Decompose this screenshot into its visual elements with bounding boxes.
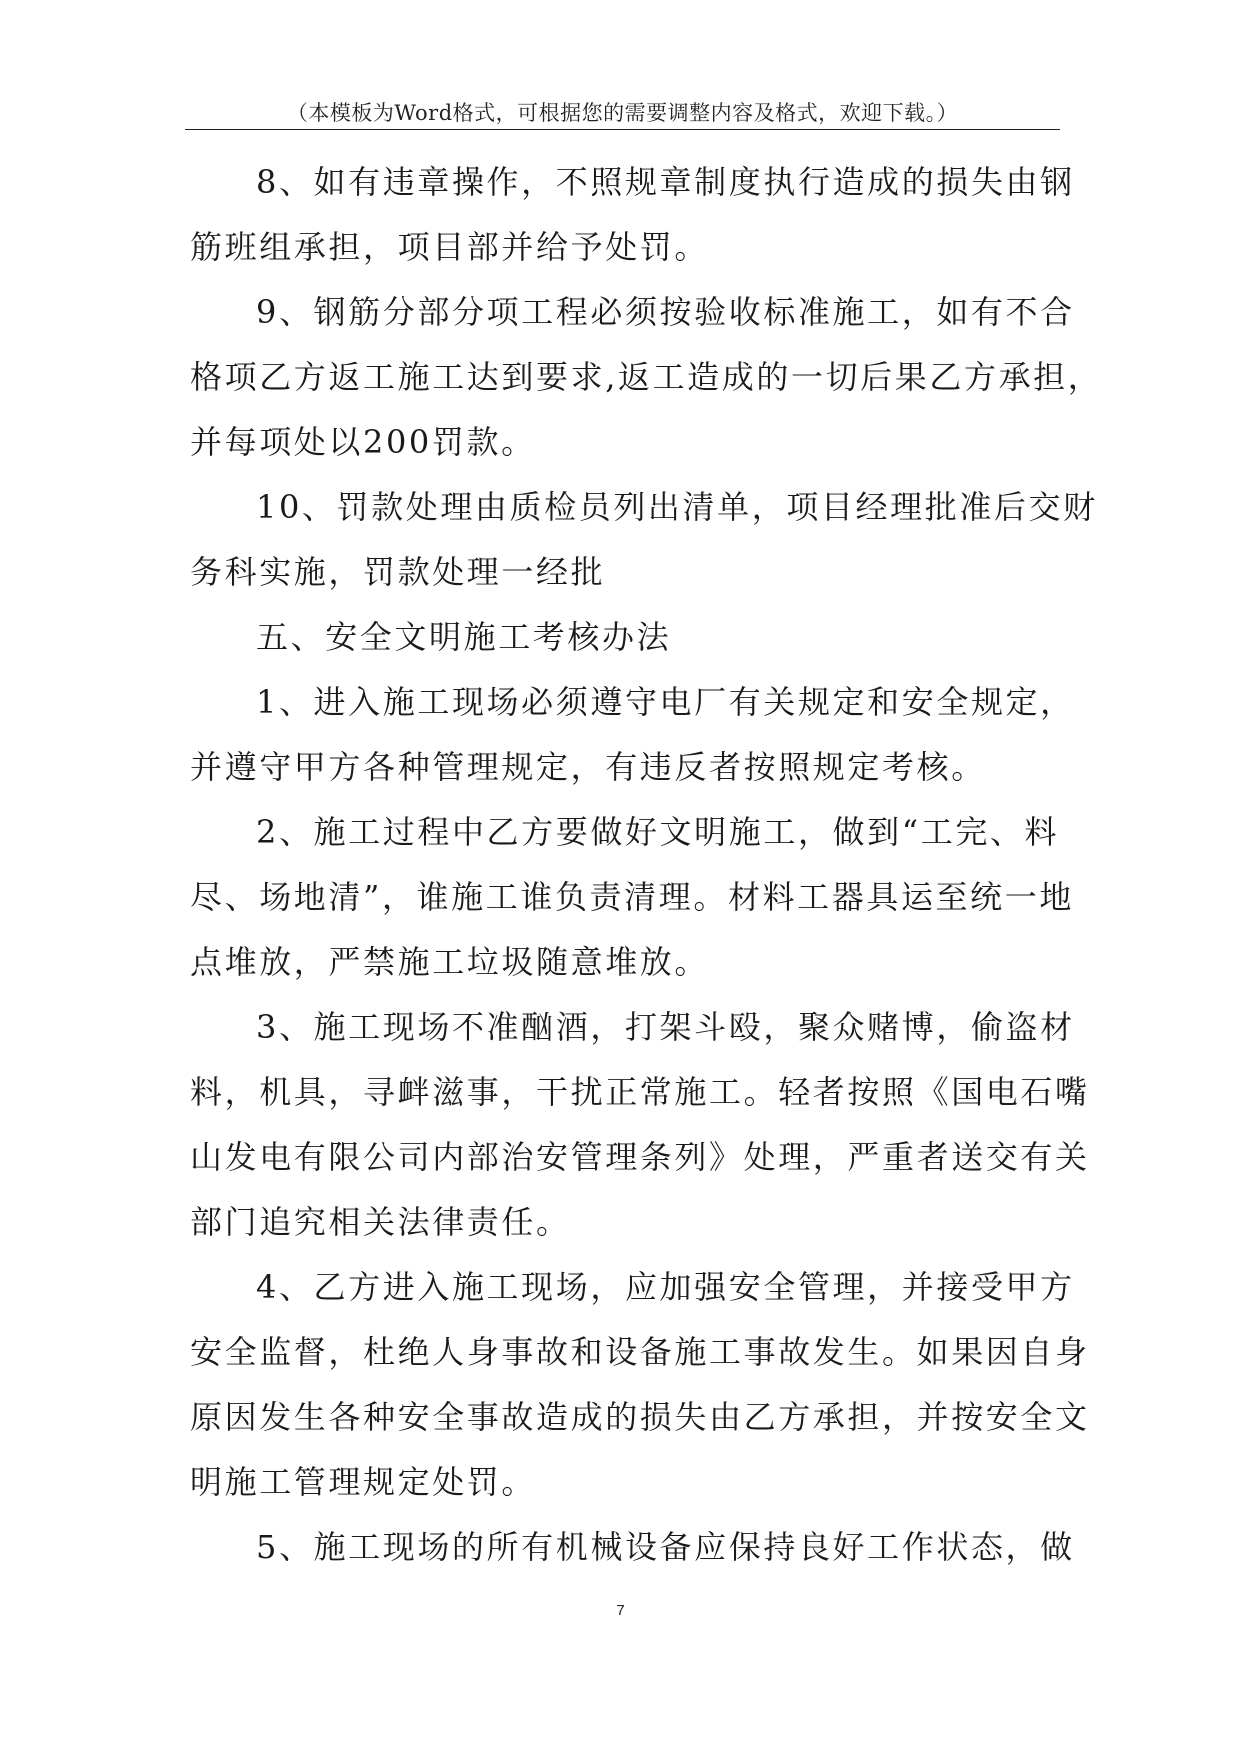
paragraph-line: 山发电有限公司内部治安管理条列》处理，严重者送交有关 [190,1138,1090,1176]
paragraph-line: 务科实施，罚款处理一经批 [190,553,606,591]
paragraph-first-line: 10、罚款处理由质检员列出清单，项目经理批准后交财 [256,488,1098,526]
paragraph [190,150,1075,280]
paragraph [190,670,1075,800]
paragraph-first-line: 2、施工过程中乙方要做好文明施工，做到“工完、料 [256,813,1060,851]
template-notice: （本模板为Word格式，可根据您的需要调整内容及格式，欢迎下载。） [286,101,959,125]
paragraph-first-line: 3、施工现场不准酗酒，打架斗殴，聚众赌博，偷盗材 [256,1008,1075,1046]
paragraph [190,1515,1075,1580]
paragraph-first-line: 5、施工现场的所有机械设备应保持良好工作状态，做 [256,1528,1075,1566]
paragraph [190,800,1074,995]
paragraph-line: 点堆放，严禁施工垃圾随意堆放。 [190,943,710,981]
paragraph-first-line: 9、钢筋分部分项工程必须按验收标准施工，如有不合 [256,293,1075,331]
paragraph-line: 原因发生各种安全事故造成的损失由乙方承担，并按安全文 [190,1398,1090,1436]
paragraph-line: 料，机具，寻衅滋事，干扰正常施工。轻者按照《国电石嘴 [190,1073,1090,1111]
paragraph-line: 并每项处以200罚款。 [190,423,536,461]
paragraph-first-line: 1、进入施工现场必须遵守电厂有关规定和安全规定， [256,683,1075,721]
paragraph-line: 安全监督，杜绝人身事故和设备施工事故发生。如果因自身 [190,1333,1090,1371]
paragraph-line: 尽、场地清”，谁施工谁负责清理。材料工器具运至统一地 [190,878,1074,916]
document-body [190,150,1103,1580]
paragraph-first-line: 4、乙方进入施工现场，应加强安全管理，并接受甲方 [256,1268,1075,1306]
paragraph-line: 格项乙方返工施工达到要求,返工造成的一切后果乙方承担， [190,358,1103,396]
paragraph-line: 并遵守甲方各种管理规定，有违反者按照规定考核。 [190,748,986,786]
paragraph-first-line: 五、安全文明施工考核办法 [256,618,672,656]
paragraph [190,605,1060,670]
paragraph-line: 筋班组承担，项目部并给予处罚。 [190,228,710,266]
paragraph [190,995,1090,1255]
paragraph [190,1255,1090,1515]
paragraph [190,475,1098,605]
page-number: 7 [616,1602,625,1619]
paragraph [190,280,1103,475]
paragraph-line: 明施工管理规定处罚。 [190,1463,537,1501]
header-divider [185,129,1060,130]
paragraph-line: 部门追究相关法律责任。 [190,1203,571,1241]
paragraph-first-line: 8、如有违章操作，不照规章制度执行造成的损失由钢 [256,163,1075,201]
